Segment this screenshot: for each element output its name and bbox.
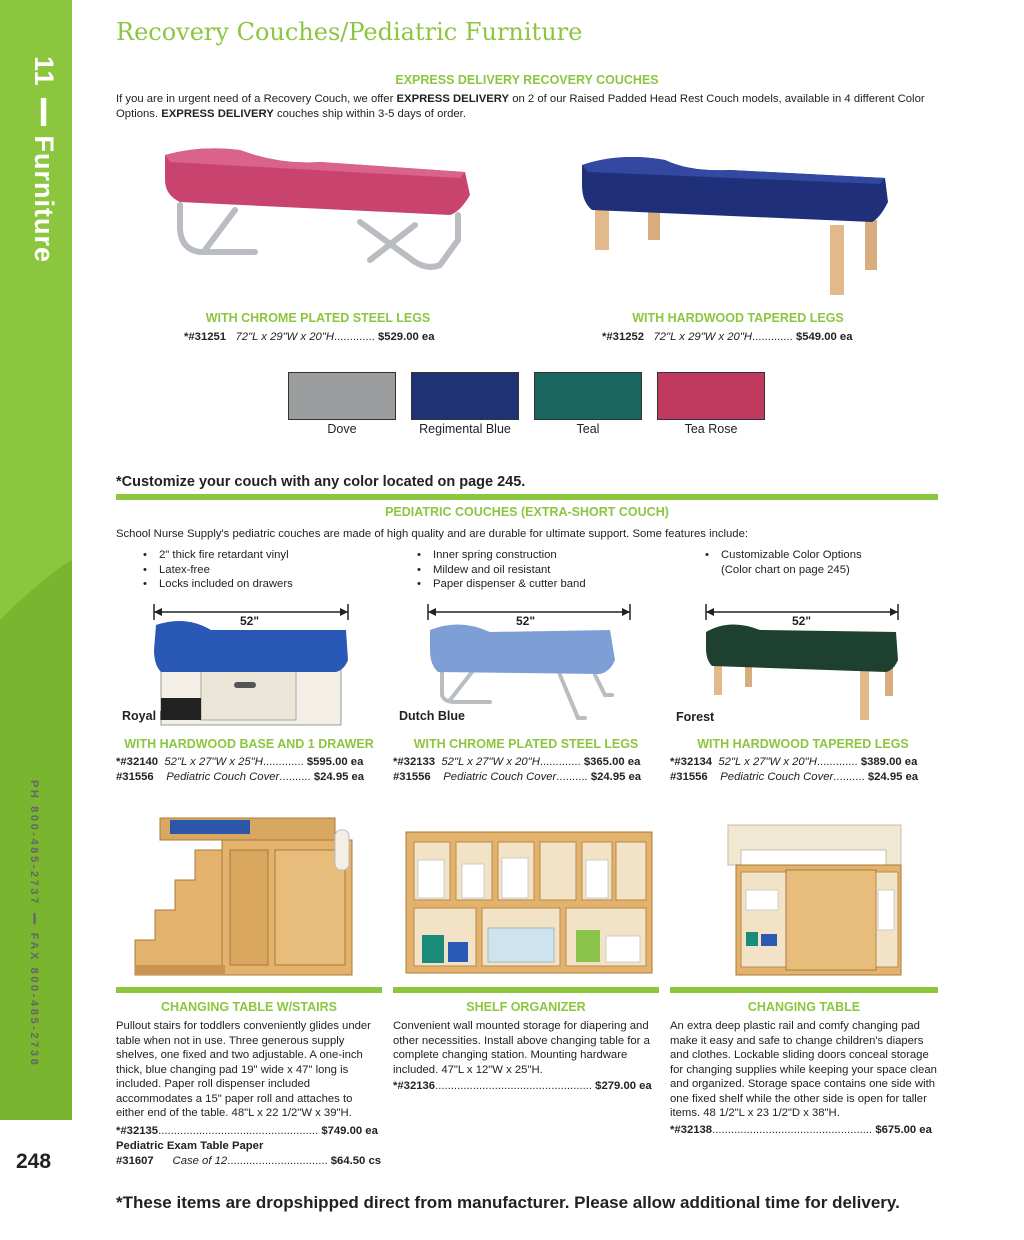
furniture-description: An extra deep plastic rail and comfy changing pad make it easy and safe to change children's diapers and clothes. Lockable sliding doors conceal storage for changing supplies while keeping your space clean and organized. Storage space contains one side with one fixed shelf while the other side is open for taller items. 48 1/2"L x 23 1/2"D x 38"H. xyxy=(670,1020,937,1119)
swatch-label: Teal xyxy=(576,422,600,436)
column-divider xyxy=(393,987,659,993)
swatch-regimental-blue xyxy=(411,372,519,420)
furniture-description: Convenient wall mounted storage for diapering and other necessities. Install above changing table for a complete changing station. Mounting hardware included. 47"L x 12"W x 25"H. xyxy=(393,1020,650,1076)
feature-item: • Customizable Color Options xyxy=(705,548,862,563)
pediatric-product-heading: WITH CHROME PLATED STEEL LEGS xyxy=(413,737,639,751)
feature-item: • 2" thick fire retardant vinyl xyxy=(143,548,293,563)
chapter-label: 11 ❙ Furniture xyxy=(29,56,59,264)
pediatric-product-heading: WITH HARDWOOD TAPERED LEGS xyxy=(697,737,909,751)
feature-item: • Paper dispenser & cutter band xyxy=(417,577,586,592)
swatch-dove xyxy=(288,372,396,420)
dropship-footer-note: *These items are dropshipped direct from manufacturer. Please allow additional time for delivery. xyxy=(116,1193,900,1212)
feature-item: • Mildew and oil resistant xyxy=(417,563,586,578)
feature-item-continued: (Color chart on page 245) xyxy=(721,563,850,576)
page-title: Recovery Couches/Pediatric Furniture xyxy=(116,18,583,46)
feature-item: • Latex-free xyxy=(143,563,293,578)
couch-color-label: Dutch Blue xyxy=(399,709,465,723)
changing-table-stairs-image xyxy=(130,810,370,980)
furniture-price-line: *#32138................................................... $675.00 ea xyxy=(670,1124,932,1136)
feature-item: • Inner spring construction xyxy=(417,548,586,563)
furniture-heading: SHELF ORGANIZER xyxy=(466,1000,586,1014)
swatch-tea-rose xyxy=(657,372,765,420)
express-product-price-line: *#31252 72"L x 29"W x 20"H............. $549.00 ea xyxy=(602,331,853,343)
feature-list-2 xyxy=(417,548,586,592)
column-divider xyxy=(116,987,382,993)
feature-list-1 xyxy=(143,548,293,592)
color-swatches xyxy=(282,372,782,442)
express-product-price-line: *#31251 72"L x 29"W x 20"H............. $529.00 ea xyxy=(184,331,435,343)
pediatric-couch-3 xyxy=(700,600,910,730)
express-product-heading: WITH HARDWOOD TAPERED LEGS xyxy=(632,311,844,325)
swatch-label: Regimental Blue xyxy=(419,422,511,436)
page-number: 248 xyxy=(16,1150,52,1173)
pediatric-product-prices: *#32133 52"L x 27"W x 20"H............. $365.00 ea #31556 Pediatric Couch Cover.......... $24.95 ea xyxy=(393,756,642,783)
pediatric-product-heading: WITH HARDWOOD BASE AND 1 DRAWER xyxy=(124,737,374,751)
couch-dimension: 52" xyxy=(516,614,536,628)
feature-item: • Locks included on drawers xyxy=(143,577,293,592)
column-divider xyxy=(670,987,938,993)
changing-table-image xyxy=(726,820,906,980)
phone-fax-label: PH 800-485-2737 ❙ FAX 800-485-2738 xyxy=(28,780,40,1068)
express-intro: If you are in urgent need of a Recovery Couch, we offer EXPRESS DELIVERY on 2 of our Raised Padded Head Rest Couch models, available in 4 different Color Options. EXPRESS DELIVERY couches ship within 3-5 days of order. xyxy=(116,93,925,120)
furniture-heading: CHANGING TABLE xyxy=(747,1000,861,1014)
furniture-heading: CHANGING TABLE W/STAIRS xyxy=(161,1000,337,1014)
furniture-description: Pullout stairs for toddlers conveniently glides under table when not in use. Three generous supply shelves, one fixed and two adjustable. A one-inch thick, blue changing pad 19" wide x 47" long is included. Paper roll dispenser included accommodates a 15" paper roll and attaches to either end of the table. 48"L x 22 1/2"W x 39"H. xyxy=(116,1020,371,1119)
couch-dimension: 52" xyxy=(792,614,812,628)
pediatric-product-prices: *#32140 52"L x 27"W x 25"H............. $595.00 ea #31556 Pediatric Couch Cover.......... $24.95 ea xyxy=(116,756,365,783)
chrome-leg-couch-image xyxy=(160,140,480,310)
pediatric-intro: School Nurse Supply's pediatric couches are made of high quality and are durable for ultimate support. Some features include: xyxy=(116,528,749,540)
section-divider xyxy=(116,494,938,500)
couch-dimension: 52" xyxy=(240,614,260,628)
express-product-heading: WITH CHROME PLATED STEEL LEGS xyxy=(205,311,431,325)
pediatric-heading: PEDIATRIC COUCHES (EXTRA-SHORT COUCH) xyxy=(385,505,669,519)
swatch-label: Dove xyxy=(327,422,357,436)
wood-leg-couch-image xyxy=(580,150,892,300)
swatch-teal xyxy=(534,372,642,420)
couch-color-label: Forest xyxy=(676,710,715,724)
furniture-price-line: *#32136.................................................. $279.00 ea xyxy=(393,1080,652,1092)
couch-color-label: Royal Blue xyxy=(122,709,187,723)
shelf-organizer-image xyxy=(404,830,654,975)
pediatric-product-prices: *#32134 52"L x 27"W x 20"H............. $389.00 ea #31556 Pediatric Couch Cover.......... $24.95 ea xyxy=(670,756,919,783)
swatch-label: Tea Rose xyxy=(684,422,738,436)
customize-note: *Customize your couch with any color located on page 245. xyxy=(116,474,526,490)
feature-list-3 xyxy=(705,548,862,577)
furniture-price-block: *#32135................................................... $749.00 ea Pediatric Exam Table Paper #31607 Case of 12................................ $64.50 cs xyxy=(116,1125,382,1167)
express-heading: EXPRESS DELIVERY RECOVERY COUCHES xyxy=(395,73,659,87)
